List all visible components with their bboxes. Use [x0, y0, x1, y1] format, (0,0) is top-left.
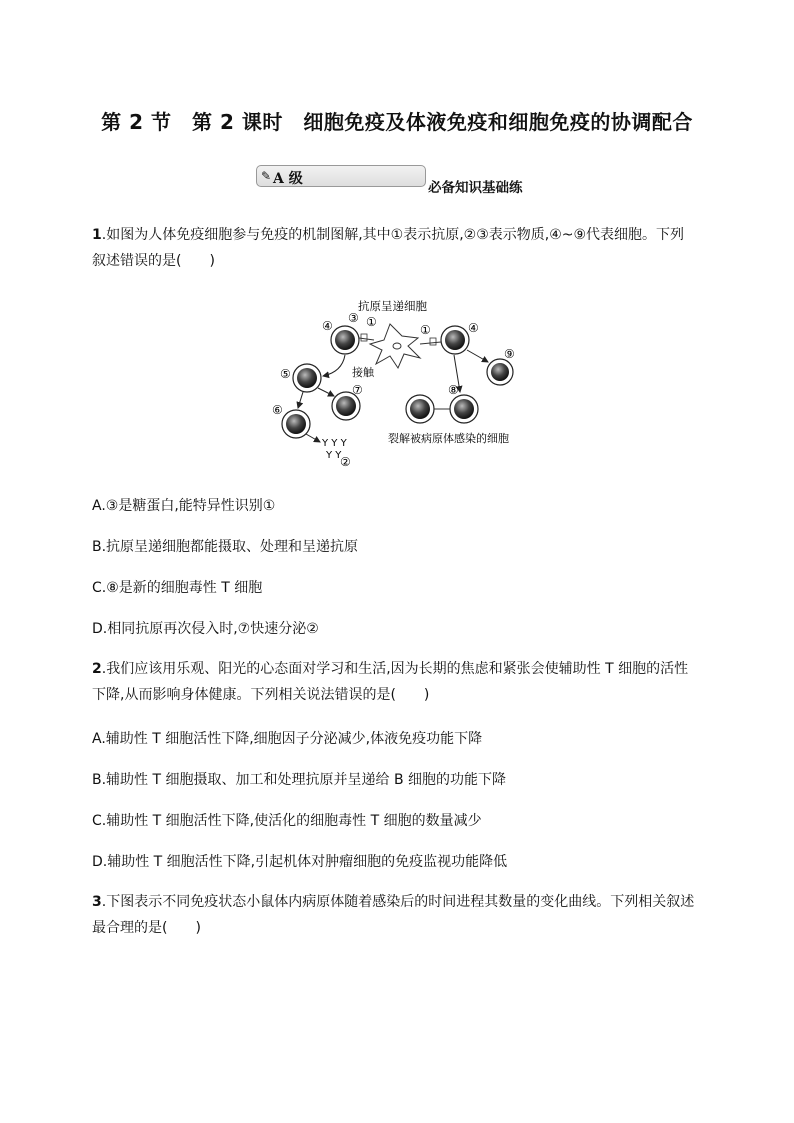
- apc-nucleus: [393, 343, 401, 349]
- marker-4-left: ④: [322, 319, 333, 333]
- receptor-link: [420, 342, 441, 344]
- antibody-icon: Y Y: [326, 450, 342, 461]
- option-c: C.⑧是新的细胞毒性 T 细胞: [92, 580, 263, 596]
- marker-1-left: ①: [366, 315, 377, 329]
- arrow-5-to-7: [318, 388, 334, 396]
- contact-arrow: [323, 355, 345, 376]
- marker-9: ⑨: [504, 347, 515, 361]
- cell-nucleus: [410, 399, 430, 419]
- apc-label: 抗原呈递细胞: [358, 299, 427, 313]
- contact-label: 接触: [352, 366, 374, 379]
- option-b: B.辅助性 T 细胞摄取、加工和处理抗原并呈递给 B 细胞的功能下降: [92, 772, 507, 788]
- arrow-4-to-9: [467, 350, 488, 362]
- antibody-icon: Y Y Y: [322, 438, 347, 449]
- cell-nucleus: [335, 330, 355, 350]
- level-tab: [256, 165, 426, 187]
- question-stem-line: .如图为人体免疫细胞参与免疫的机制图解,其中①表示抗原,②③表示物质,④~⑨代表细胞。下列: [101, 227, 685, 243]
- question-stem-line: 下降,从而影响身体健康。下列相关说法错误的是( ): [92, 687, 430, 703]
- arrow-5-to-6: [298, 392, 303, 408]
- receptor-1: [430, 338, 436, 345]
- option-a: A.③是糖蛋白,能特异性识别①: [92, 498, 276, 514]
- marker-7: ⑦: [352, 383, 363, 397]
- option-a: A.辅助性 T 细胞活性下降,细胞因子分泌减少,体液免疫功能下降: [92, 731, 483, 747]
- receptor-3: [361, 334, 367, 341]
- cell-nucleus: [336, 396, 356, 416]
- level-name: A 级: [273, 171, 303, 187]
- question-3-stem: [92, 889, 704, 941]
- question-2-stem: [92, 656, 704, 708]
- level-header: [256, 165, 556, 196]
- question-number: 1: [92, 227, 102, 243]
- page-title: 第 2 节 第 2 课时 细胞免疫及体液免疫和细胞免疫的协调配合: [101, 110, 693, 134]
- marker-5: ⑤: [280, 367, 291, 381]
- cell-nucleus: [445, 330, 465, 350]
- cell-nucleus: [297, 368, 317, 388]
- question-1-stem: [92, 222, 704, 274]
- cell-nucleus: [454, 399, 474, 419]
- question-stem-line: 最合理的是( ): [92, 920, 201, 936]
- marker-1-right: ①: [420, 323, 431, 337]
- immune-mechanism-diagram: [270, 296, 530, 472]
- option-d: D.相同抗原再次侵入时,⑦快速分泌②: [92, 621, 319, 637]
- option-c: C.辅助性 T 细胞活性下降,使活化的细胞毒性 T 细胞的数量减少: [92, 813, 482, 829]
- question-number: 3: [92, 894, 102, 910]
- marker-8: ⑧: [448, 383, 459, 397]
- option-b: B.抗原呈递细胞都能摄取、处理和呈递抗原: [92, 539, 359, 555]
- marker-6: ⑥: [272, 403, 283, 417]
- option-d: D.辅助性 T 细胞活性下降,引起机体对肿瘤细胞的免疫监视功能降低: [92, 854, 508, 870]
- apc-cell: [370, 324, 420, 368]
- level-description: 必备知识基础练: [428, 180, 523, 196]
- arrow-6-to-antibody: [306, 434, 320, 442]
- cell-nucleus: [286, 414, 306, 434]
- marker-2: ②: [340, 455, 351, 469]
- lysis-label: 裂解被病原体感染的细胞: [388, 432, 509, 445]
- pencil-icon: ✎: [261, 169, 272, 183]
- question-number: 2: [92, 661, 102, 677]
- marker-4-right: ④: [468, 321, 479, 335]
- question-stem-line: 叙述错误的是( ): [92, 253, 215, 269]
- question-stem-line: .我们应该用乐观、阳光的心态面对学习和生活,因为长期的焦虑和紧张会使辅助性 T 细胞的活性: [101, 661, 689, 677]
- cell-nucleus: [491, 363, 509, 381]
- question-stem-line: .下图表示不同免疫状态小鼠体内病原体随着感染后的时间进程其数量的变化曲线。下列相关叙述: [101, 894, 695, 910]
- marker-3: ③: [348, 311, 359, 325]
